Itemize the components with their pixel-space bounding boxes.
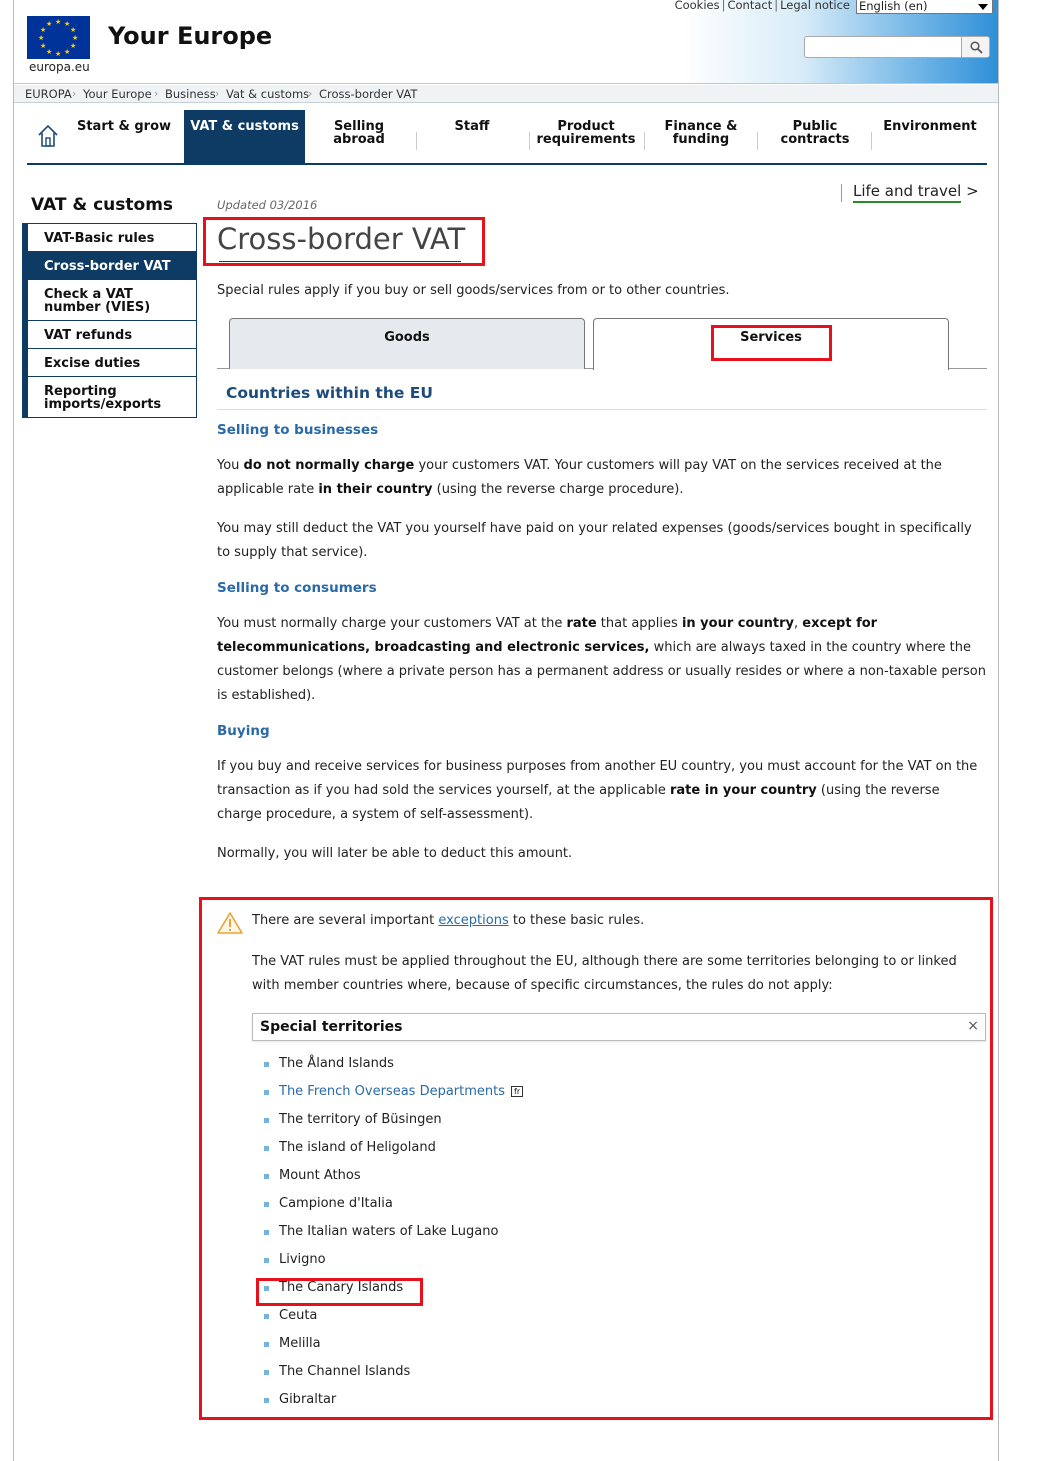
site-title[interactable]: Your Europe [108, 22, 273, 50]
bullet-icon [264, 1286, 269, 1291]
breadcrumb-business[interactable]: Business [165, 87, 216, 101]
cookies-link[interactable]: Cookies [674, 0, 720, 12]
section-heading: Countries within the EU [226, 384, 433, 402]
nav-finance-funding[interactable]: Finance & funding [664, 119, 738, 147]
close-icon[interactable]: × [967, 1018, 979, 1034]
list-item: Ceuta [264, 1308, 523, 1336]
updated-date: Updated 03/2016 [217, 198, 318, 212]
breadcrumb-separator-icon: › [215, 87, 220, 100]
list-item: The Canary Islands [264, 1280, 523, 1308]
paragraph: You may still deduct the VAT you yourself have paid on your related expenses (goods/services bought in specifically to supply that service). [217, 521, 972, 560]
nav-environment[interactable]: Environment [883, 119, 977, 134]
sidebar-item-reporting-imports-exports[interactable]: Reporting imports/exports [44, 384, 162, 412]
breadcrumb-separator-icon: › [154, 87, 159, 100]
bullet-icon [264, 1174, 269, 1179]
nav-product-requirements[interactable]: Product requirements [536, 119, 636, 147]
search-icon [970, 41, 983, 54]
sidebar-title: VAT & customs [31, 195, 174, 215]
eu-flag-logo[interactable]: ★ ★ ★ ★ ★ ★ ★ ★ ★ ★ ★ ★ [27, 16, 90, 59]
tab-goods[interactable]: Goods [229, 318, 585, 369]
nav-divider [529, 132, 530, 150]
notice-text: There are several important exceptions to these basic rules. [252, 913, 645, 928]
list-item: Livigno [264, 1252, 523, 1280]
main-navigation [27, 110, 987, 165]
breadcrumb [14, 85, 998, 103]
logo-text[interactable]: europa.eu [29, 60, 90, 74]
bullet-icon [264, 1230, 269, 1235]
title-underline [219, 261, 461, 262]
bullet-icon [264, 1062, 269, 1067]
language-badge: fr [511, 1086, 523, 1097]
breadcrumb-your-europe[interactable]: Your Europe [83, 87, 152, 101]
nav-divider [416, 132, 417, 150]
section-divider [217, 409, 987, 410]
divider [841, 184, 842, 202]
list-item[interactable] [264, 1084, 523, 1112]
nav-divider [644, 132, 645, 150]
list-item: The territory of Büsingen [264, 1112, 523, 1140]
breadcrumb-current: Cross-border VAT [319, 87, 418, 101]
nav-start-grow[interactable]: Start & grow [76, 119, 172, 134]
contact-link[interactable]: Contact [727, 0, 773, 12]
bullet-icon [264, 1146, 269, 1151]
list-item: Mount Athos [264, 1168, 523, 1196]
heading-selling-to-businesses: Selling to businesses [217, 422, 379, 438]
exceptions-link[interactable]: exceptions [438, 913, 509, 928]
bullet-icon [264, 1342, 269, 1347]
nav-divider [871, 132, 872, 150]
nav-selling-abroad[interactable]: Selling abroad [333, 119, 385, 147]
sidebar-item-cross-border-vat[interactable]: Cross-border VAT [28, 252, 196, 280]
territory-list [264, 1056, 523, 1420]
sidebar-item-check-vat-number[interactable]: Check a VAT number (VIES) [28, 280, 196, 321]
special-territories-panel[interactable] [252, 1013, 986, 1041]
intro-text: Special rules apply if you buy or sell goods/services from or to other countries. [217, 283, 730, 298]
sidebar-nav [22, 223, 197, 418]
nav-divider [757, 132, 758, 150]
breadcrumb-vat-customs[interactable]: Vat & customs [226, 87, 310, 101]
search-input[interactable] [804, 36, 961, 58]
page-title: Cross-border VAT [217, 222, 466, 256]
breadcrumb-separator-icon: › [308, 87, 313, 100]
special-territories-title: Special territories [260, 1019, 403, 1035]
tab-services[interactable]: Services [593, 318, 949, 370]
bullet-icon [264, 1202, 269, 1207]
nav-vat-customs[interactable]: VAT & customs [184, 110, 305, 163]
french-overseas-link[interactable]: The French Overseas Departments [279, 1084, 506, 1099]
language-select[interactable] [856, 0, 993, 14]
home-icon[interactable] [37, 124, 59, 148]
heading-selling-to-consumers: Selling to consumers [217, 580, 377, 596]
heading-buying: Buying [217, 723, 270, 739]
warning-icon [216, 911, 244, 935]
list-item: The Channel Islands [264, 1364, 523, 1392]
bullet-icon [264, 1258, 269, 1263]
list-item: The Åland Islands [264, 1056, 523, 1084]
nav-staff[interactable]: Staff [454, 119, 490, 134]
life-and-travel-link[interactable]: Life and travel > [853, 182, 979, 200]
tabs [217, 317, 987, 369]
breadcrumb-separator-icon: › [72, 87, 77, 100]
paragraph: You must normally charge your customers VAT at the rate that applies in your country, except for telecommunications, broadcasting and electronic services, which are always taxed in the country where the customer belongs (where a private person has a permanent address or usually resides or where a non-taxable person is established). [217, 616, 986, 703]
site-header [14, 0, 998, 84]
chevron-right-icon: > [966, 182, 979, 200]
top-links: Cookies | Contact | Legal notice [674, 0, 850, 12]
nav-public-contracts[interactable]: Public contracts [780, 119, 850, 147]
paragraph: If you buy and receive services for business purposes from another EU country, you must account for the VAT on the transaction as if you had sold the services yourself, at the applicable rate in your country (using the reverse charge procedure, a system of self-assessment). [217, 759, 978, 822]
language-select-value: English (en) [859, 0, 928, 13]
bullet-icon [264, 1398, 269, 1403]
legal-notice-link[interactable]: Legal notice [780, 0, 850, 12]
paragraph: You do not normally charge your customers VAT. Your customers will pay VAT on the services received at the applicable rate in their country (using the reverse charge procedure). [217, 458, 942, 497]
list-item: Gibraltar [264, 1392, 523, 1420]
list-item: The island of Heligoland [264, 1140, 523, 1168]
paragraph: Normally, you will later be able to deduct this amount. [217, 846, 573, 861]
search-button[interactable] [961, 36, 990, 58]
dropdown-arrow-icon [978, 4, 988, 10]
page [13, 0, 999, 1461]
breadcrumb-europa[interactable]: EUROPA [25, 87, 72, 101]
sidebar-item-vat-basic-rules[interactable]: VAT-Basic rules [28, 224, 196, 252]
bullet-icon [264, 1314, 269, 1319]
sidebar-item-vat-refunds[interactable]: VAT refunds [28, 321, 196, 349]
bullet-icon [264, 1370, 269, 1375]
bullet-icon [264, 1090, 269, 1095]
bullet-icon [264, 1118, 269, 1123]
list-item: Campione d'Italia [264, 1196, 523, 1224]
list-item: The Italian waters of Lake Lugano [264, 1224, 523, 1252]
sidebar-item-excise-duties[interactable]: Excise duties [28, 349, 196, 377]
list-item: Melilla [264, 1336, 523, 1364]
notice-paragraph: The VAT rules must be applied throughout the EU, although there are some territories belonging to or linked with member countries where, because of specific circumstances, the rules do not apply: [252, 954, 957, 993]
